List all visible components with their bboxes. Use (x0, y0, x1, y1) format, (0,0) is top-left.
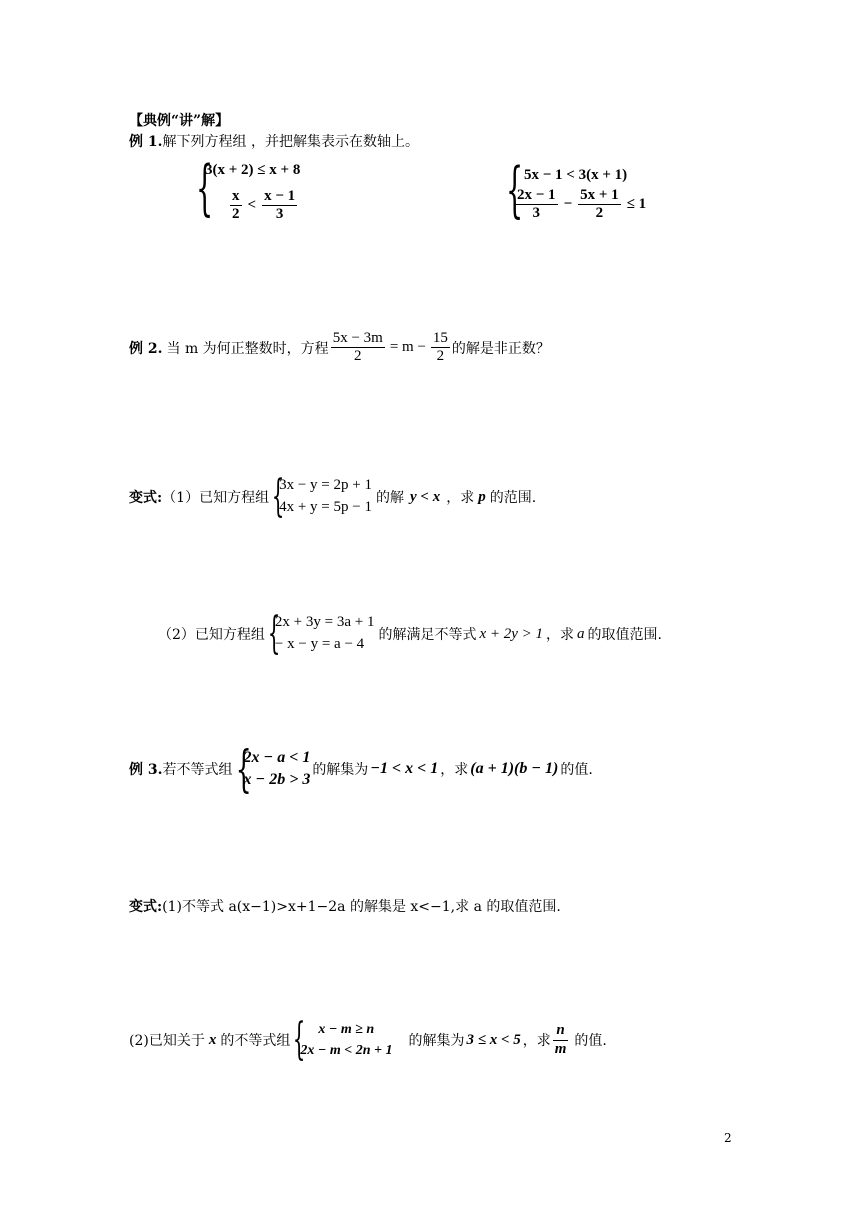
variant-1-text-d: 的范围. (489, 490, 537, 506)
variant-4-sol: 3 ≤ x < 5 (466, 1031, 521, 1048)
sys2-op: − (563, 196, 573, 213)
variant-1 (129, 471, 537, 522)
variant-1-eq-2: 4x + y = 5p − 1 (279, 499, 372, 515)
variant-2 (158, 608, 662, 659)
ex2-mid: = m − (389, 339, 426, 356)
sys2-frac-a-den: 3 (532, 205, 541, 222)
variant-1-eq-1: 3x − y = 2p + 1 (279, 477, 372, 494)
example-1-text: 解下列方程组 ，并把解集表示在数轴上。 (162, 134, 419, 150)
example-2-prompt (129, 330, 550, 366)
variant-1-cond: y < x (409, 488, 441, 505)
example-1-prompt (129, 131, 419, 151)
variant-1-label: 变式: (129, 490, 163, 506)
system-2-brace: { (506, 155, 524, 225)
variant-2-text-b: 的解满足不等式 (378, 627, 477, 643)
example-3 (129, 740, 593, 798)
variant-2-ineq: x + 2y > 1 (479, 625, 544, 642)
variant-4-frac-den: m (554, 1040, 567, 1057)
variant-4-var-x: x (208, 1031, 217, 1048)
variant-4-text-c: 的解集为 (408, 1033, 465, 1049)
variant-4-text-d: ，求 (522, 1033, 551, 1049)
variant-4-brace: { (293, 1014, 306, 1065)
system-2-line-2 (513, 187, 646, 223)
example-2-text-b: 的解是非正数？ (451, 340, 550, 357)
ex2-frac2-den: 2 (436, 348, 445, 365)
example-2-text-a: 当 m 为何正整数时，方程 (166, 340, 329, 357)
example-3-eq-2: x − 2b > 3 (243, 771, 311, 788)
ex2-frac2-num: 15 (431, 330, 450, 348)
variant-1-text-b: 的解 (375, 490, 404, 506)
variant-2-eq-2: − x − y = a − 4 (274, 636, 365, 652)
system-1-line-1: 3(x + 2) ≤ x + 8 (205, 162, 301, 178)
sys2-frac-b-den: 2 (595, 205, 604, 222)
variant-2-text-a: （2）已知方程组 (158, 627, 265, 643)
variant-1-var: p (478, 488, 486, 505)
variant-3-text: (1)不等式 a(x−1)>x+1−2a 的解集是 x<−1,求 a 的取值范围. (162, 899, 561, 915)
example-3-brace: { (235, 740, 252, 798)
example-3-label: 例 3. (129, 762, 163, 778)
example-1-label: 例 1. (129, 134, 163, 150)
variant-4-text-b: 的不等式组 (220, 1033, 291, 1049)
variant-2-eq-1: 2x + 3y = 3a + 1 (274, 614, 375, 631)
variant-1-text-c: ，求 (446, 490, 475, 506)
variant-3 (129, 896, 561, 916)
variant-2-brace: { (267, 608, 281, 659)
example-3-text-b: 的解集为 (312, 762, 369, 778)
example-3-text-a: 若不等式组 (162, 762, 233, 778)
variant-1-text-a: （1）已知方程组 (162, 490, 270, 506)
example-2-label: 例 2. (129, 340, 163, 357)
system-1-brace: { (196, 153, 214, 223)
variant-4-eq-2: 2x − m < 2n + 1 (300, 1043, 393, 1058)
sys2-frac-b-num: 5x + 1 (578, 187, 621, 205)
example-3-sol: −1 < x < 1 (370, 760, 439, 777)
section-header: 【典例“讲”解】 (129, 113, 230, 129)
example-3-expr: (a + 1)(b − 1) (470, 760, 559, 777)
sys1-frac-a-den: 2 (232, 206, 240, 223)
sys1-frac-b-den: 3 (275, 206, 284, 223)
example-3-text-c: ，求 (440, 762, 469, 778)
sys1-rel: < (247, 197, 257, 214)
sys2-frac-a-num: 2x − 1 (515, 187, 558, 205)
sys1-frac-b-num: x − 1 (262, 188, 297, 206)
system-2-line-1: 5x − 1 < 3(x + 1) (524, 167, 628, 183)
variant-4-text-e: 的值. (574, 1033, 607, 1049)
variant-4 (129, 1014, 607, 1065)
page-number: 2 (724, 1131, 732, 1145)
variant-1-brace: { (271, 471, 285, 522)
variant-4-eq-1: x − m ≥ n (318, 1022, 375, 1037)
variant-2-text-d: 的取值范围. (587, 627, 662, 643)
variant-4-frac-num: n (553, 1022, 569, 1040)
system-1-line-2 (228, 188, 299, 224)
variant-4-text-a: (2)已知关于 (129, 1033, 205, 1049)
example-3-eq-1: 2x − a < 1 (243, 748, 311, 766)
ex2-frac-num: 5x − 3m (331, 330, 385, 348)
sys1-frac-a-num: x (230, 188, 242, 206)
example-3-text-d: 的值. (560, 762, 593, 778)
variant-3-label: 变式: (129, 899, 163, 915)
sys2-tail: ≤ 1 (626, 196, 647, 213)
variant-2-var: a (577, 625, 585, 642)
variant-2-text-c: ，求 (546, 627, 575, 643)
ex2-frac-den: 2 (354, 348, 362, 365)
